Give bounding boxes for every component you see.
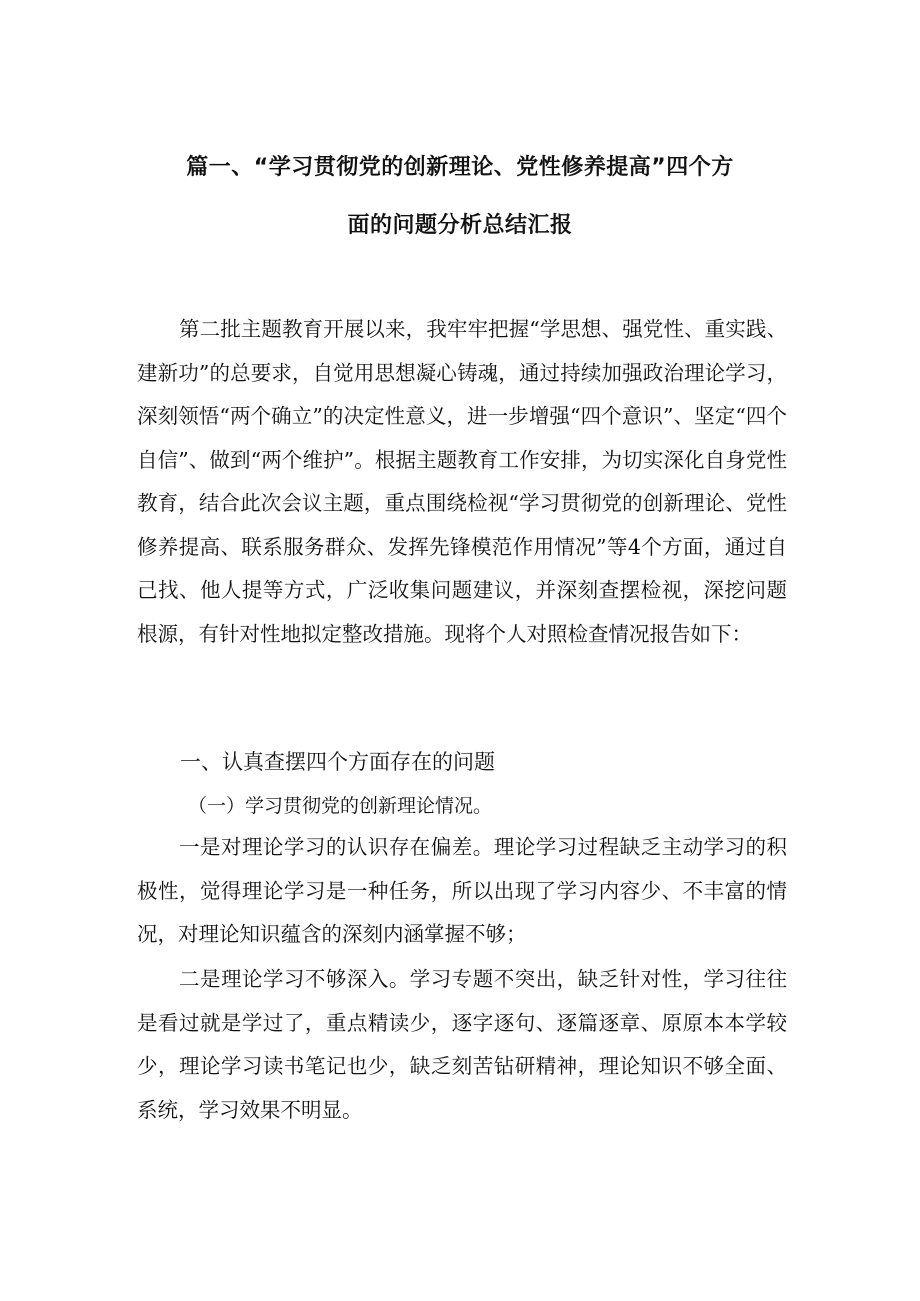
point-paragraph-1: 一是对理论学习的认识存在偏差。理论学习过程缺乏主动学习的积极性，觉得理论学习是一种任务，所以出现了学习内容少、不丰富的情况，对理论知识蕴含的深刻内涵掌握不够； [137, 835, 787, 946]
document-title-line-1: 篇一、“学习贯彻党的创新理论、党性修养提高”四个方 [186, 155, 734, 180]
subsection-heading: （一）学习贯彻党的创新理论情况。 [188, 795, 493, 817]
point-paragraph-2: 二是理论学习不够深入。学习专题不突出，缺乏针对性，学习往往是看过就是学过了，重点精读少，逐字逐句、逐篇逐章、原原本本学较少，理论学习读书笔记也少，缺乏刻苦钻研精神，理论知识不够全面、系统，学习效果不明显。 [137, 967, 787, 1122]
section-heading: 一、认真查摆四个方面存在的问题 [180, 750, 495, 774]
intro-paragraph: 第二批主题教育开展以来，我牢牢把握“学思想、强党性、重实践、建新功”的总要求，自觉用思想凝心铸魂，通过持续加强政治理论学习，深刻领悟“两个确立”的决定性意义，进一步增强“四个意识”、坚定“四个自信”、做到“两个维护”。根据主题教育工作安排，为切实深化自身党性教育，结合此次会议主题，重点围绕检视“学习贯彻党的创新理论、党性修养提高、联系服务群众、发挥先锋模范作用情况”等4个方面，通过自己找、他人提等方式，广泛收集问题建议，并深刻查摆检视，深挖问题根源，有针对性地拟定整改措施。现将个人对照检查情况报告如下： [137, 317, 787, 646]
document-title-line-2: 面的问题分析总结汇报 [347, 213, 573, 238]
